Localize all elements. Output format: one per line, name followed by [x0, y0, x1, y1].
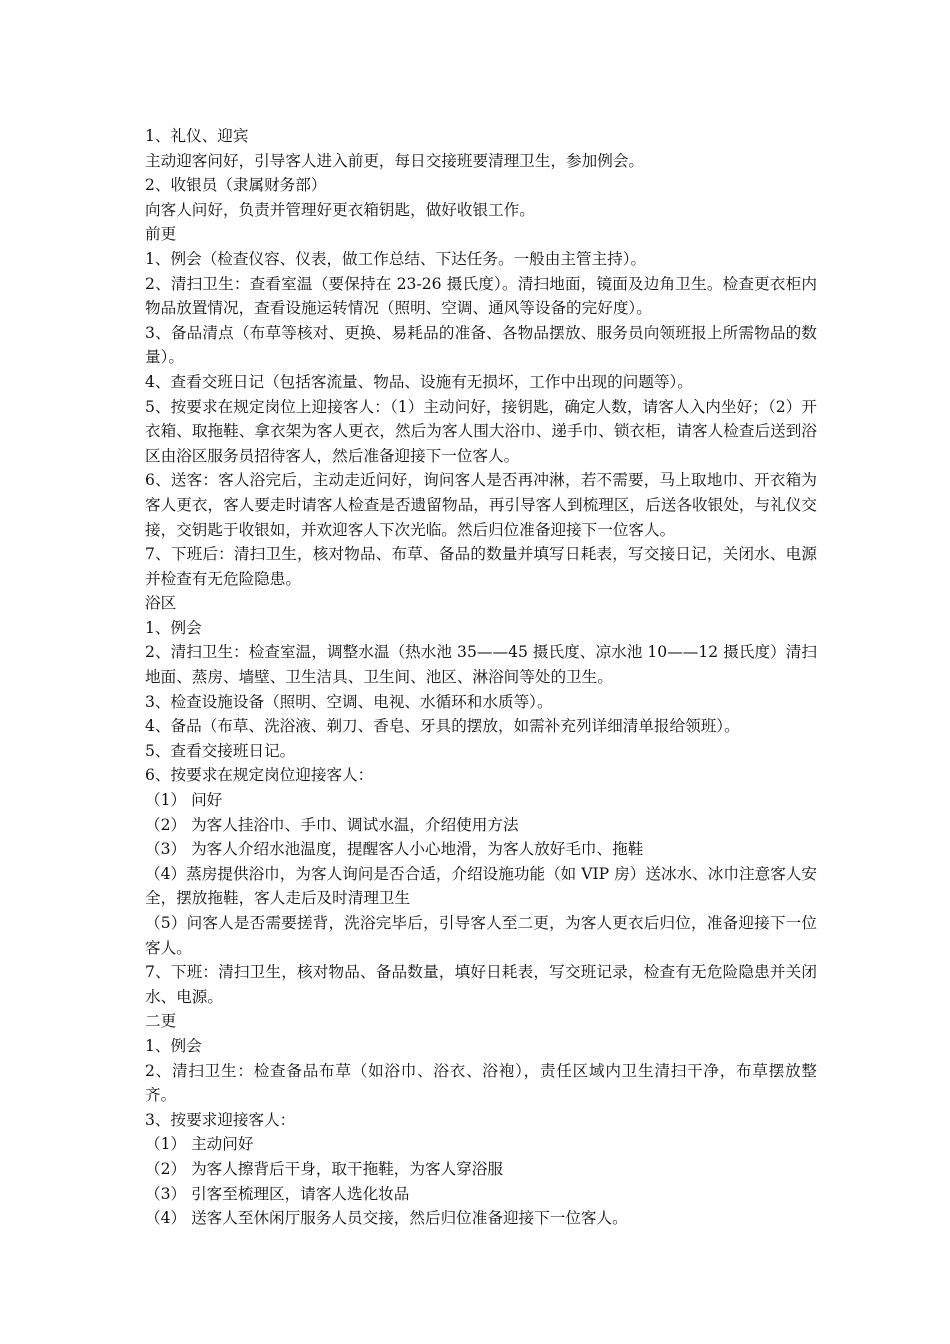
paragraph: 1、例会 [145, 1036, 202, 1055]
paragraph: 向客人问好，负责并管理好更衣箱钥匙，做好收银工作。 [145, 200, 535, 219]
paragraph: 5、查看交接班日记。 [145, 741, 296, 760]
paragraph: 2、清扫卫生：查看室温（要保持在 23-26 摄氏度）。清扫地面，镜面及边角卫生。检查更衣柜内物品放置情况，查看设施运转情况（照明、空调、通风等设备的完好度）。 [145, 274, 817, 318]
paragraph: 7、下班：清扫卫生，核对物品、备品数量，填好日耗表，写交班记录，检查有无危险隐患并关闭水、电源。 [145, 963, 817, 1006]
section-heading: 1、礼仪、迎宾 [145, 127, 249, 145]
paragraph: 6、按要求在规定岗位迎接客人： [145, 766, 374, 785]
area-heading: 二更 [145, 1012, 177, 1031]
paragraph: 2、清扫卫生：检查室温，调整水温（热水池 35——45 摄氏度、凉水池 10——12 摄氏度）清扫地面、蒸房、墙壁、卫生洁具、卫生间、池区、淋浴间等处的卫生。 [145, 643, 817, 687]
area-heading: 前更 [145, 225, 177, 244]
paragraph: 3、按要求迎接客人： [145, 1110, 296, 1129]
list-item: （2） 为客人擦背后干身，取干拖鞋，为客人穿浴服 [145, 1159, 503, 1178]
paragraph: 1、例会 [145, 618, 202, 637]
paragraph: 5、按要求在规定岗位上迎接客人：（1）主动问好，接钥匙，确定人数，请客人入内坐好；（2）开衣箱、取拖鞋、拿衣架为客人更衣，然后为客人围大浴巾、递手巾、锁衣柜，请客人检查后送到浴区由浴区服务员招待客人，然后准备迎接下一位客人。 [145, 397, 817, 465]
paragraph: 3、检查设施设备（照明、空调、电视、水循环和水质等）。 [145, 692, 553, 711]
list-item: （2） 为客人挂浴巾、手巾、调试水温，介绍使用方法 [145, 815, 519, 834]
paragraph: 1、例会（检查仪容、仪表，做工作总结、下达任务。一般由主管主持）。 [145, 249, 647, 268]
paragraph: 4、查看交班日记（包括客流量、物品、设施有无损坏，工作中出现的问题等）。 [145, 372, 693, 391]
paragraph: 4、备品（布草、洗浴液、剃刀、香皂、牙具的摆放，如需补充列详细清单报给领班）。 [145, 717, 740, 736]
list-item: （5）问客人是否需要搓背，洗浴完毕后，引导客人至二更，为客人更衣后归位，准备迎接下一位客人。 [145, 914, 817, 957]
paragraph: 6、送客：客人浴完后，主动走近问好，询问客人是否再冲淋，若不需要，马上取地巾、开衣箱为客人更衣，客人要走时请客人检查是否遗留物品，再引导客人到梳理区，后送各收银处，与礼仪交接，交钥匙于收银如，并欢迎客人下次光临。然后归位准备迎接下一位客人。 [145, 471, 817, 539]
area-heading: 浴区 [145, 594, 177, 613]
list-item: （3） 为客人介绍水池温度，提醒客人小心地滑，为客人放好毛巾、拖鞋 [145, 840, 644, 859]
section-heading: 2、收银员（隶属财务部） [145, 176, 327, 195]
list-item: （4）蒸房提供浴巾，为客人询问是否合适，介绍设施功能（如 VIP 房）送冰水、冰巾注意客人安全，摆放拖鞋，客人走后及时清理卫生 [145, 864, 817, 908]
list-item: （1） 问好 [145, 791, 223, 810]
list-item: （3） 引客至梳理区，请客人选化妆品 [145, 1184, 410, 1203]
document-body [145, 124, 817, 1231]
list-item: （4） 送客人至休闲厅服务人员交接，然后归位准备迎接下一位客人。 [145, 1209, 628, 1228]
paragraph: 2、清扫卫生：检查备品布草（如浴巾、浴衣、浴袍），责任区域内卫生清扫干净，布草摆放整齐。 [145, 1061, 817, 1105]
paragraph: 3、备品清点（布草等核对、更换、易耗品的准备、各物品摆放、服务员向领班报上所需物品的数量）。 [145, 323, 817, 367]
paragraph: 7、下班后：清扫卫生，核对物品、布草、备品的数量并填写日耗表，写交接日记，关闭水、电源并检查有无危险隐患。 [145, 545, 817, 588]
list-item: （1） 主动问好 [145, 1135, 254, 1154]
paragraph: 主动迎客问好，引导客人进入前更，每日交接班要清理卫生，参加例会。 [145, 151, 645, 170]
